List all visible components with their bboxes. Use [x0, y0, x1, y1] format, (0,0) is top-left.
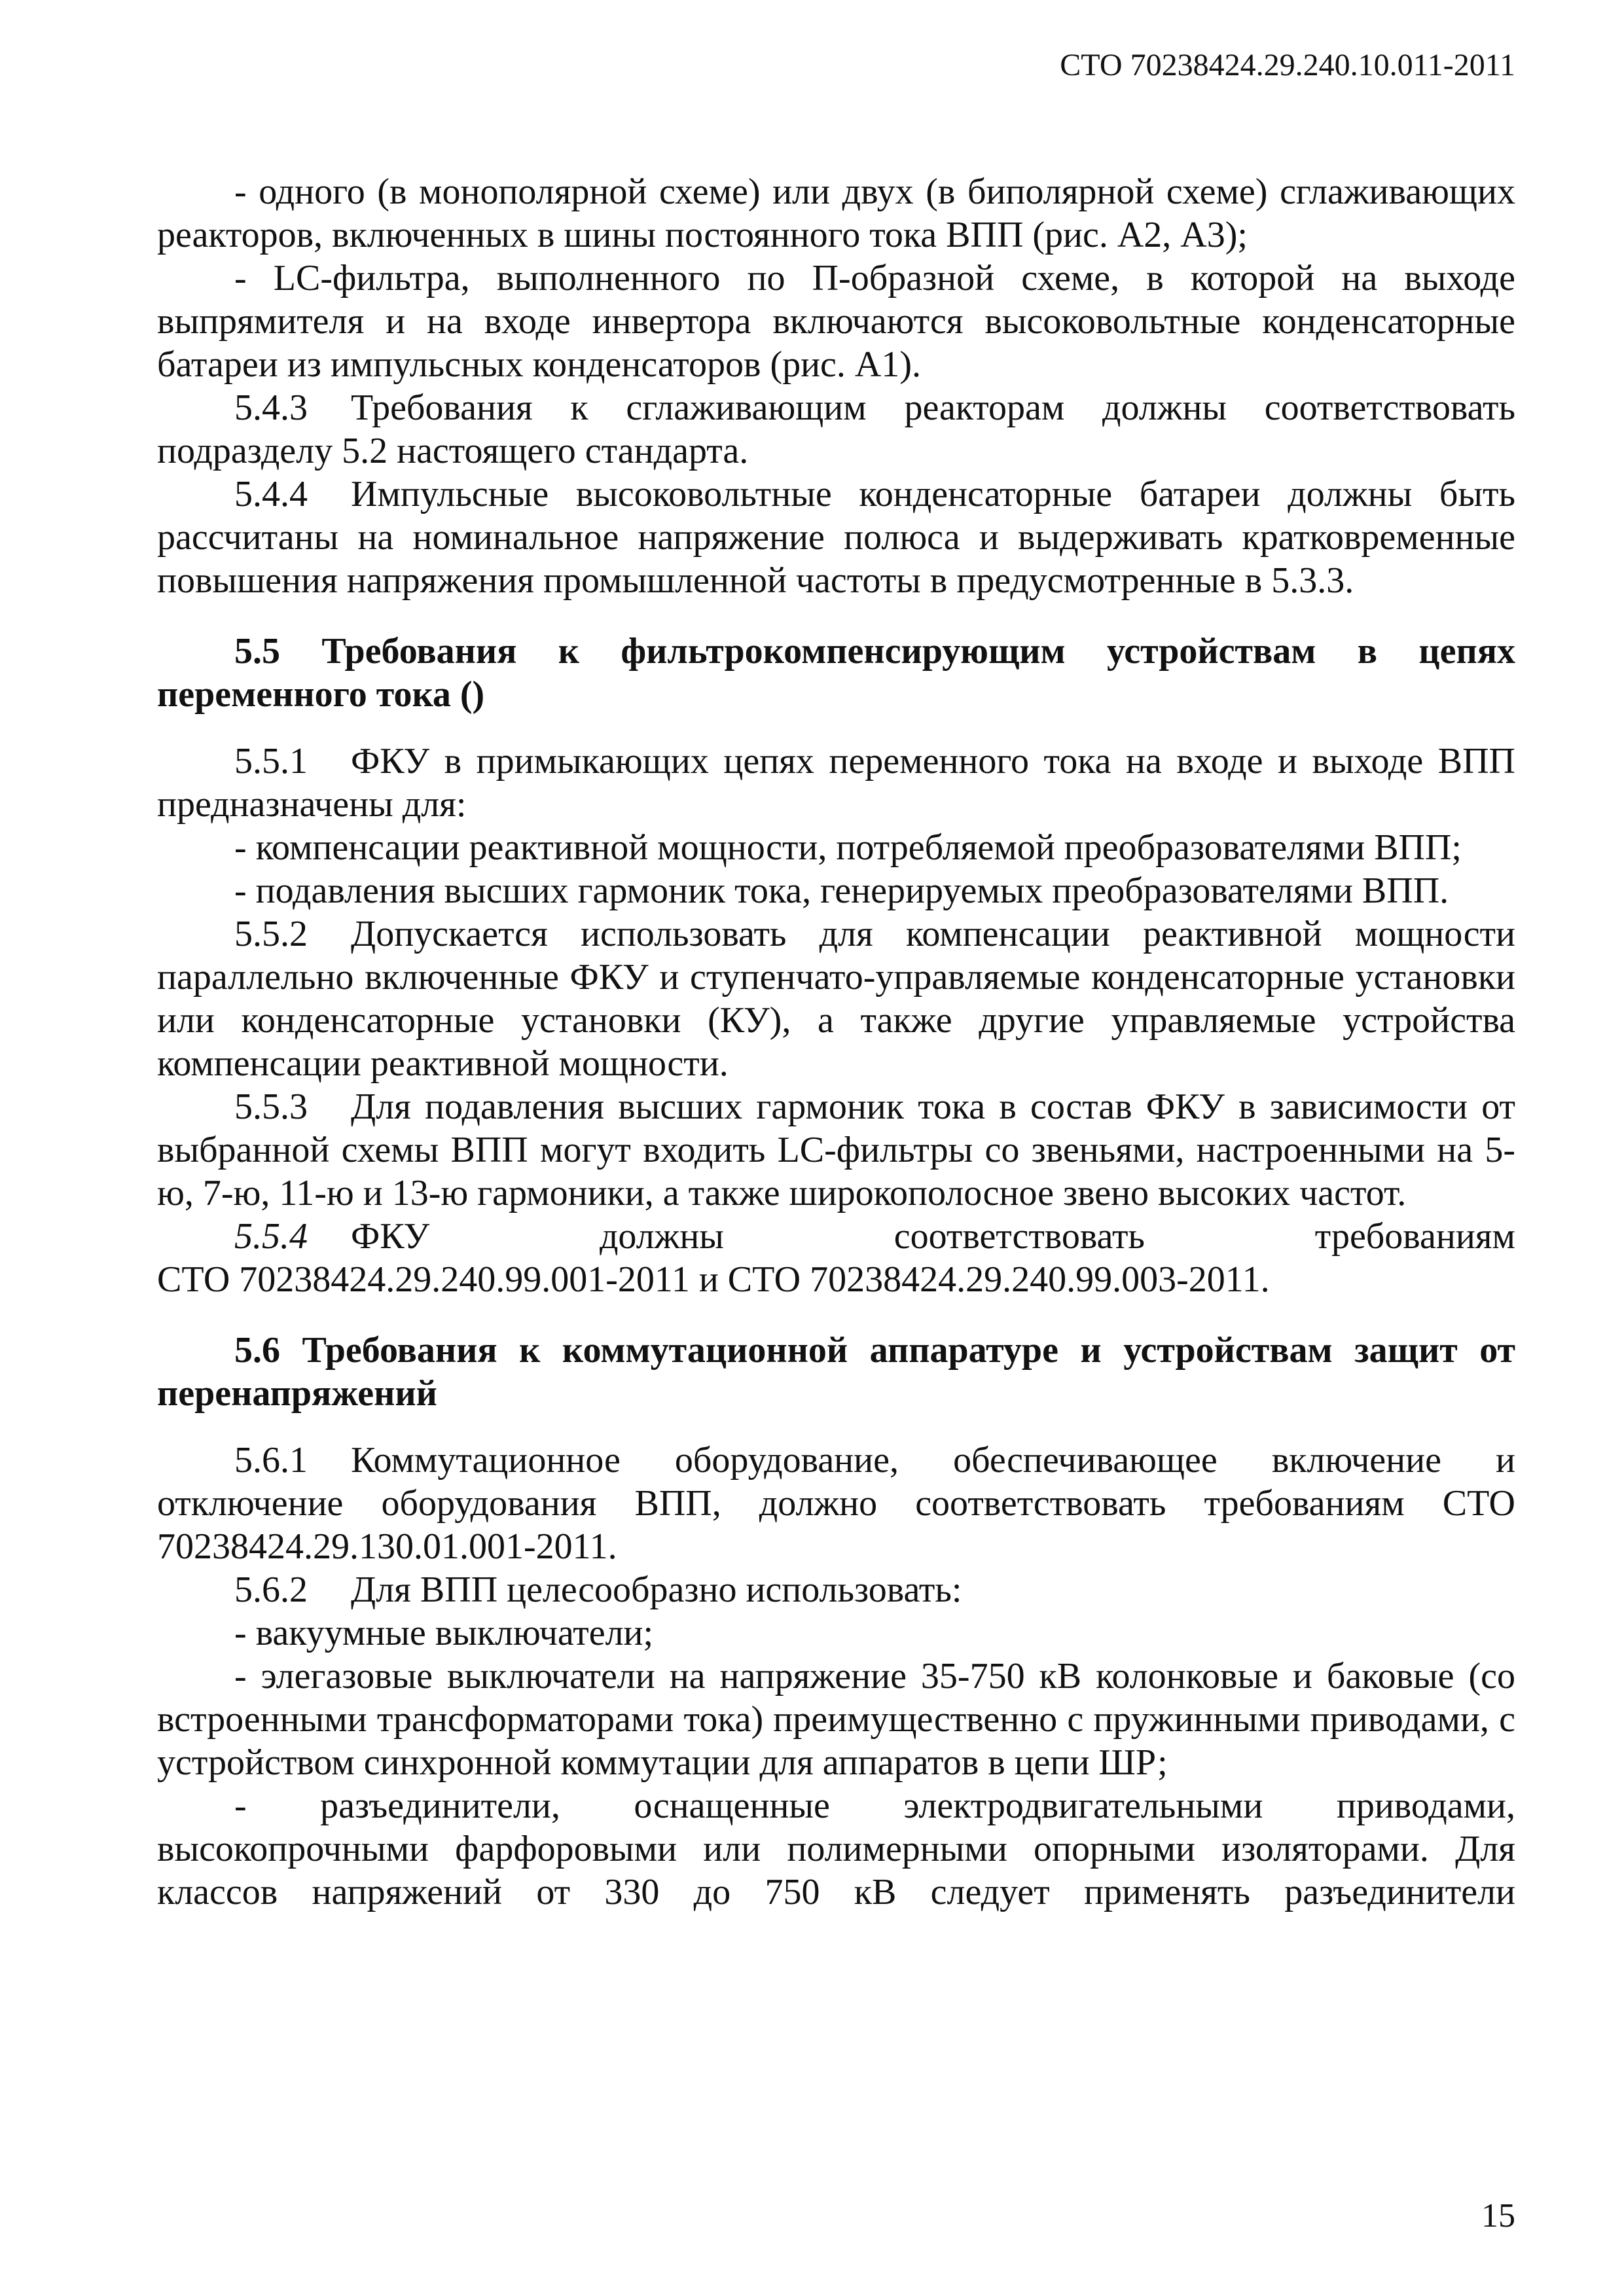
list-item-lc-filter: - LC-фильтра, выполненного по П-образной схеме, в которой на выходе выпрямителя и на входе инвертора включаются высоковольтные конденсаторные батареи из импульсных конденсаторов (рис. А1).	[157, 258, 1515, 385]
clause-5-5-1	[157, 740, 1515, 826]
clause-number: 5.4.3	[234, 387, 308, 428]
clause-text: ФКУ должны соответствовать требованиям	[351, 1216, 1515, 1257]
section-heading-5-5: 5.5 Требования к фильтрокомпенсирующим устройствам в цепях переменного тока ()	[157, 631, 1515, 715]
clause-number: 5.6.1	[234, 1440, 308, 1480]
clause-number: 5.5.4	[234, 1216, 308, 1257]
clause-5-5-3	[157, 1085, 1515, 1215]
list-item-disconnectors: - разъединители, оснащенные электродвигательными приводами, высокопрочными фарфоровыми или полимерными опорными изоляторами. Для классов напряжений от 330 до 750 кВ следует применять разъединители	[157, 1785, 1515, 1912]
clause-number: 5.5.3	[234, 1086, 308, 1127]
page-number: 15	[1481, 2197, 1515, 2234]
clause-5-5-4-continuation: СТО 70238424.29.240.99.001-2011 и СТО 70238424.29.240.99.003-2011.	[157, 1259, 1270, 1300]
clause-5-6-2	[157, 1568, 1515, 1611]
list-item-smoothing-reactors: - одного (в монополярной схеме) или двух (в биполярной схеме) сглаживающих реакторов, включенных в шины постоянного тока ВПП (рис. А2, А3);	[157, 171, 1515, 255]
clause-number: 5.5.2	[234, 914, 308, 954]
list-item-sf6-breakers: - элегазовые выключатели на напряжение 35-750 кВ колонковые и баковые (со встроенными трансформаторами тока) преимущественно с пружинными приводами, с устройством синхронной коммутации для аппаратов в цепи ШР;	[157, 1656, 1515, 1783]
document-code-header: СТО 70238424.29.240.10.011-2011	[1060, 48, 1515, 82]
list-item-reactive-power: - компенсации реактивной мощности, потребляемой преобразователями ВПП;	[234, 827, 1462, 868]
clause-number: 5.6.2	[234, 1570, 308, 1610]
section-heading-5-6: 5.6 Требования к коммутационной аппаратуре и устройствам защит от перенапряжений	[157, 1330, 1515, 1414]
clause-5-4-4	[157, 473, 1515, 602]
document-page	[157, 39, 1515, 1914]
clause-number: 5.5.1	[234, 741, 308, 781]
clause-text: Коммутационное оборудование, обеспечивающее включение и отключение оборудования ВПП, должно соответствовать требованиям СТО 70238424.29.130.01.001-2011.	[157, 1440, 1515, 1567]
clause-text: Импульсные высоковольтные конденсаторные батареи должны быть рассчитаны на номинальное напряжение полюса и выдерживать кратковременные повышения напряжения промышленной частоты в предусмотренные в 5.3.3.	[157, 474, 1515, 601]
list-item-vacuum-breakers: - вакуумные выключатели;	[234, 1613, 654, 1653]
clause-number: 5.4.4	[234, 474, 308, 514]
clause-text: ФКУ в примыкающих цепях переменного тока на входе и выходе ВПП предназначены для:	[157, 741, 1515, 825]
clause-5-4-3	[157, 386, 1515, 473]
clause-text: Для подавления высших гармоник тока в состав ФКУ в зависимости от выбранной схемы ВПП могут входить LC-фильтры со звеньями, настроенными на 5-ю, 7-ю, 11-ю и 13-ю гармоники, а также широкополосное звено высоких частот.	[157, 1086, 1515, 1213]
list-item-harmonics: - подавления высших гармоник тока, генерируемых преобразователями ВПП.	[234, 870, 1449, 911]
clause-5-6-1	[157, 1439, 1515, 1568]
clause-text: Допускается использовать для компенсации реактивной мощности параллельно включенные ФКУ и ступенчато-управляемые конденсаторные установки или конденсаторные установки (КУ), а также другие управляемые устройства компенсации реактивной мощности.	[157, 914, 1515, 1084]
clause-5-5-2	[157, 912, 1515, 1085]
clause-text: Требования к сглаживающим реакторам должны соответствовать подразделу 5.2 настоящего стандарта.	[157, 387, 1515, 471]
clause-5-5-4	[157, 1215, 1515, 1258]
clause-text: Для ВПП целесообразно использовать:	[351, 1570, 962, 1610]
